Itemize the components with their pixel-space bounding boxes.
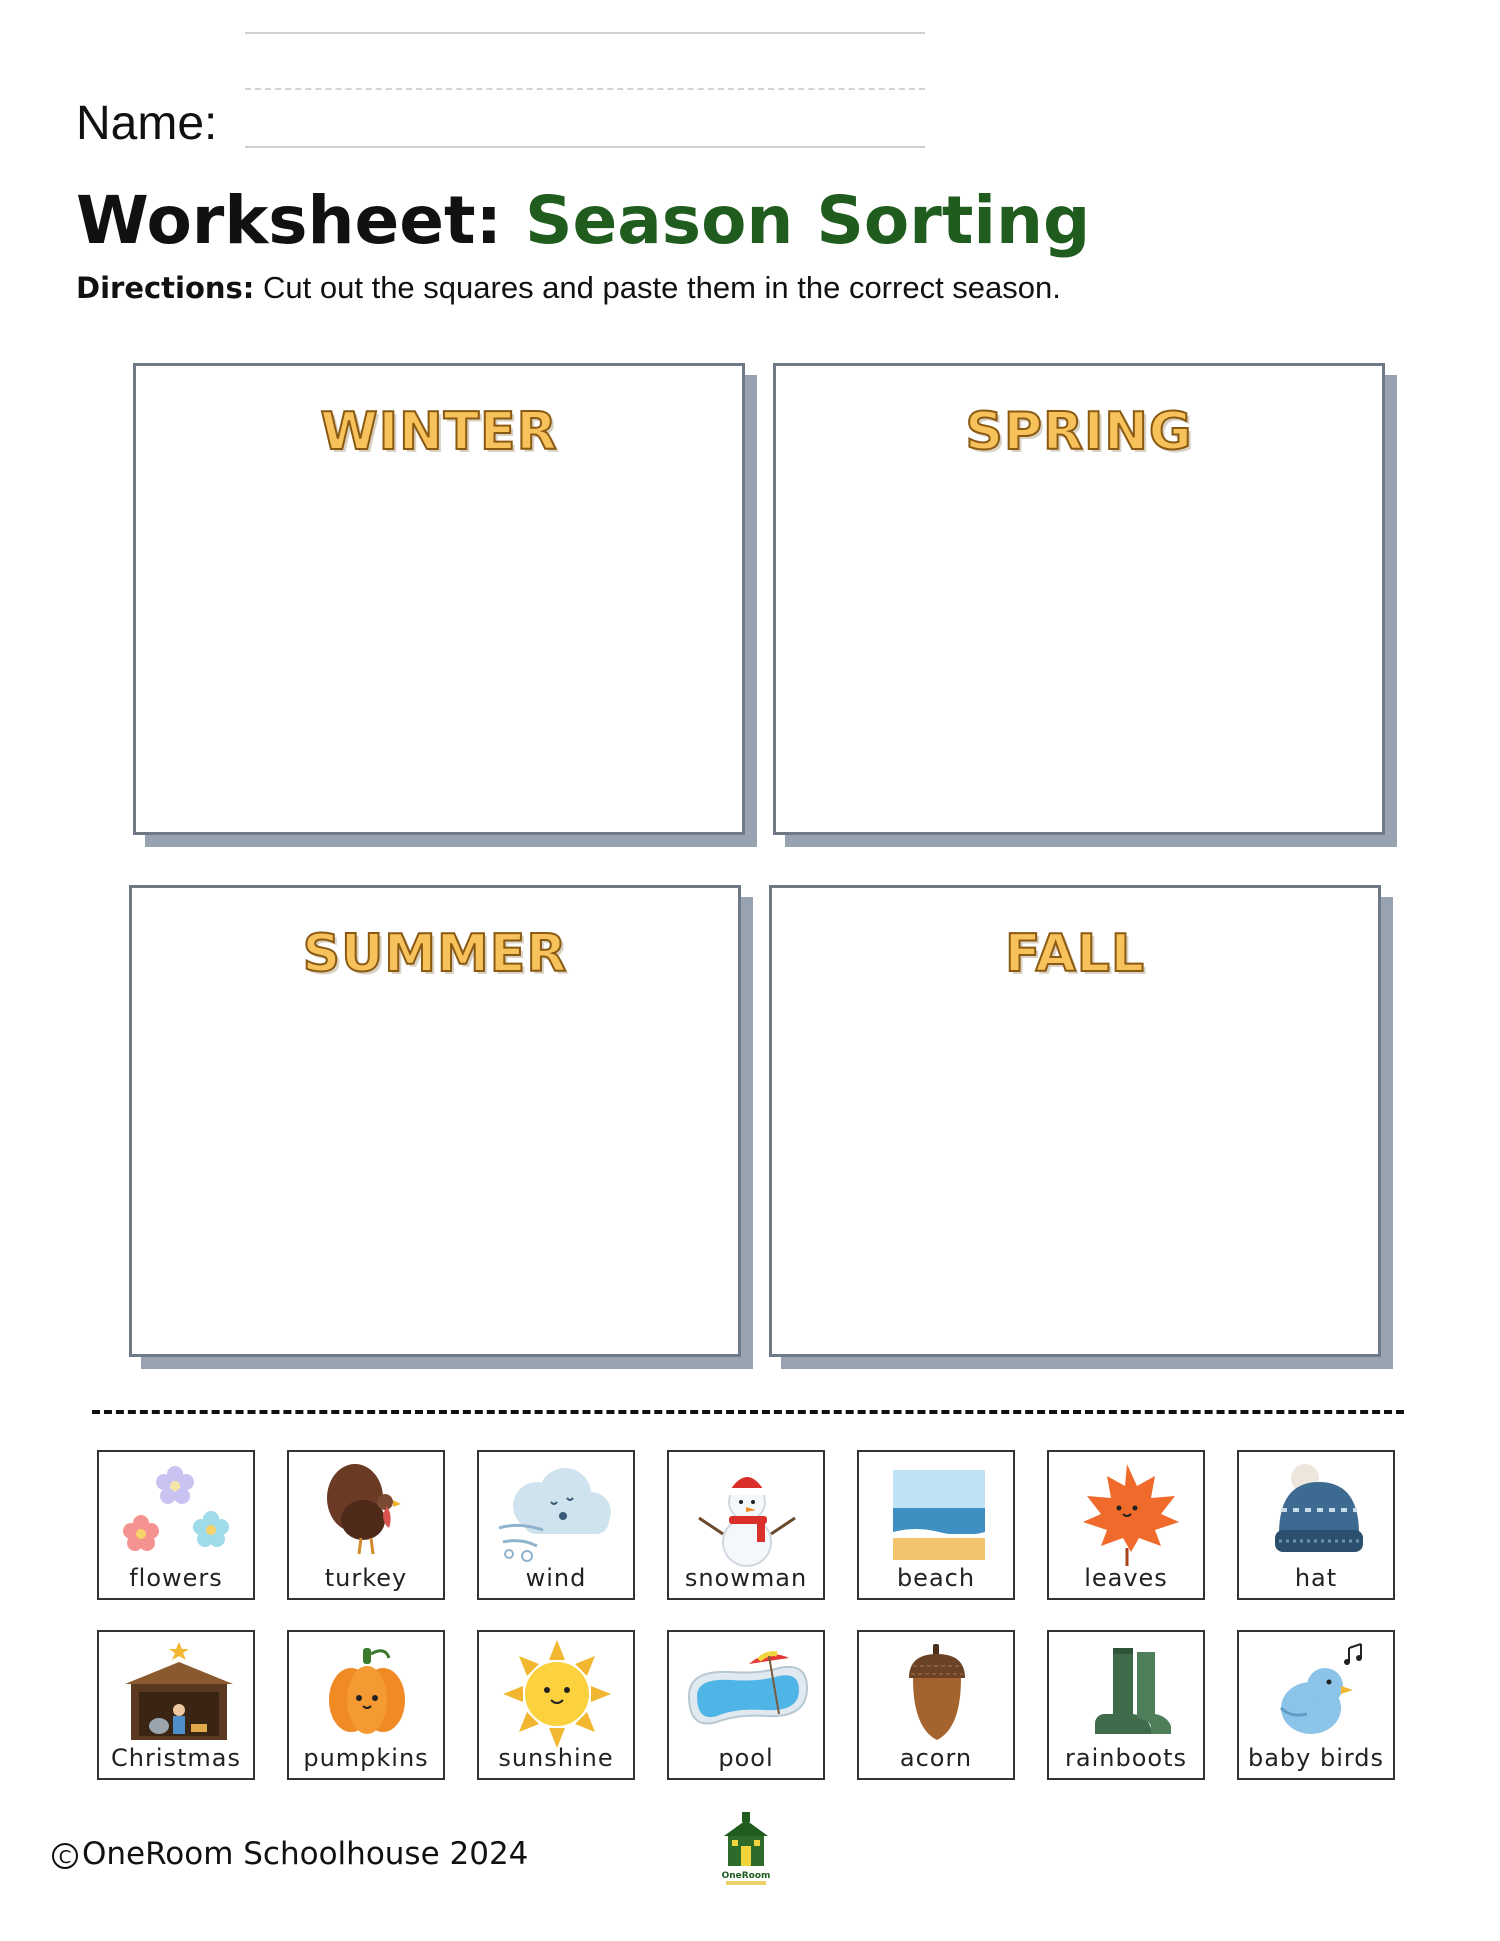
card-leaves[interactable] <box>1047 1450 1205 1600</box>
card-turkey[interactable] <box>287 1450 445 1600</box>
directions <box>76 270 1061 306</box>
pumpkin-icon <box>303 1638 431 1750</box>
card-pumpkins[interactable] <box>287 1630 445 1780</box>
card-label: Christmas <box>110 1744 241 1772</box>
directions-label: Directions: <box>76 271 255 305</box>
wind-icon <box>493 1458 621 1570</box>
card-label: snowman <box>684 1564 808 1592</box>
name-input-line[interactable] <box>245 146 925 148</box>
card-label: wind <box>525 1564 587 1592</box>
sun-icon <box>493 1638 621 1750</box>
season-box-winter[interactable] <box>133 363 745 835</box>
beach-icon <box>873 1458 1001 1570</box>
card-label: flowers <box>129 1564 223 1592</box>
card-label: pool <box>718 1744 774 1772</box>
card-label: turkey <box>324 1564 408 1592</box>
card-sunshine[interactable] <box>477 1630 635 1780</box>
season-title-fall: FALL <box>1004 924 1146 984</box>
acorn-icon <box>873 1638 1001 1750</box>
season-title-winter: WINTER <box>320 402 558 462</box>
card-flowers[interactable] <box>97 1450 255 1600</box>
copyright-icon: C <box>52 1843 78 1869</box>
card-beach[interactable] <box>857 1450 1015 1600</box>
footer-copyright <box>52 1836 528 1872</box>
flowers-icon <box>113 1458 241 1570</box>
hat-icon <box>1253 1458 1381 1570</box>
bird-icon <box>1253 1638 1381 1750</box>
card-wind[interactable] <box>477 1450 635 1600</box>
copyright-text: OneRoom Schoolhouse 2024 <box>82 1836 529 1872</box>
card-snowman[interactable] <box>667 1450 825 1600</box>
nativity-icon <box>113 1638 241 1750</box>
pool-icon <box>683 1638 811 1750</box>
name-dashed-line <box>245 88 925 90</box>
card-label: baby birds <box>1247 1744 1385 1772</box>
schoolhouse-logo-icon <box>722 1812 770 1888</box>
season-title-spring: SPRING <box>965 402 1193 462</box>
card-label: leaves <box>1084 1564 1168 1592</box>
card-pool[interactable] <box>667 1630 825 1780</box>
leaf-icon <box>1063 1458 1191 1570</box>
card-hat[interactable] <box>1237 1450 1395 1600</box>
snowman-icon <box>683 1458 811 1570</box>
card-label: sunshine <box>498 1744 614 1772</box>
rainboots-icon <box>1063 1638 1191 1750</box>
card-acorn[interactable] <box>857 1630 1015 1780</box>
card-baby-birds[interactable] <box>1237 1630 1395 1780</box>
card-label: beach <box>896 1564 976 1592</box>
season-box-fall[interactable] <box>769 885 1381 1357</box>
page-title <box>76 182 1090 259</box>
season-title-summer: SUMMER <box>302 924 568 984</box>
card-label: hat <box>1294 1564 1338 1592</box>
name-label: Name: <box>76 97 218 150</box>
card-christmas[interactable] <box>97 1630 255 1780</box>
name-top-line <box>245 32 925 34</box>
card-label: pumpkins <box>303 1744 429 1772</box>
directions-text: Cut out the squares and paste them in the correct season. <box>254 270 1061 305</box>
card-label: acorn <box>899 1744 973 1772</box>
title-main: Season Sorting <box>524 182 1091 259</box>
season-box-spring[interactable] <box>773 363 1385 835</box>
turkey-icon <box>303 1458 431 1570</box>
logo-text: OneRoom <box>722 1871 770 1881</box>
season-box-summer[interactable] <box>129 885 741 1357</box>
title-prefix: Worksheet: <box>76 182 502 259</box>
card-rainboots[interactable] <box>1047 1630 1205 1780</box>
cut-line <box>92 1410 1404 1414</box>
card-label: rainboots <box>1065 1744 1187 1772</box>
